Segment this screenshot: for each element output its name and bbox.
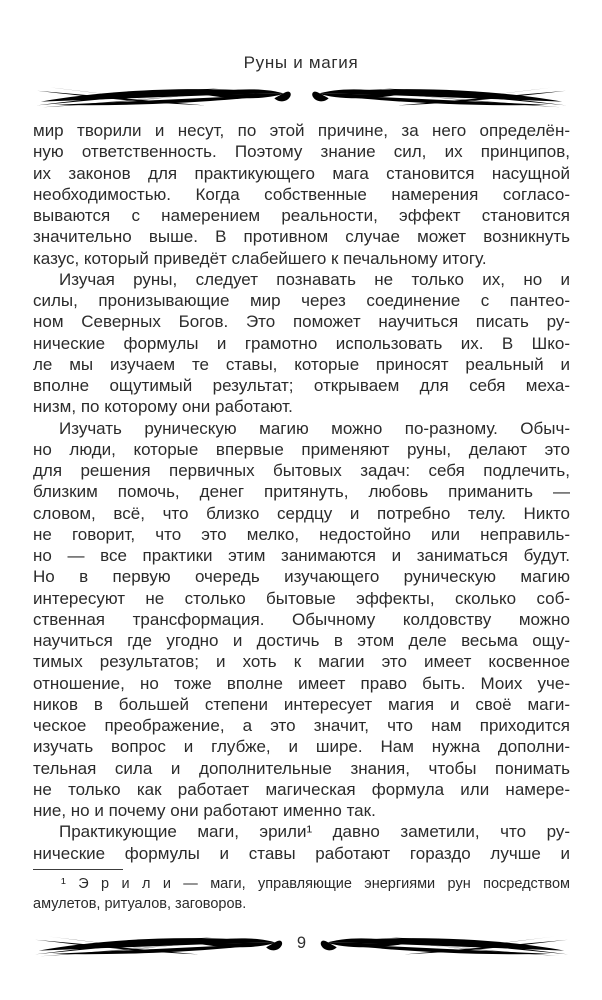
text-line: Изучать руническую магию можно по-разному. Обыч-	[59, 418, 570, 438]
text-line: тимых результатов; и хоть к магии это имеет косвенное	[33, 652, 570, 672]
header-flourish-ornament	[33, 80, 570, 110]
text-line: ние, но и почему они работают именно так.	[33, 801, 376, 820]
page-body	[33, 120, 570, 864]
text-line: близким помочь, денег притянуть, любовь приманить —	[33, 482, 570, 502]
text-line: их законов для практикующего мага становится насущной	[33, 163, 570, 183]
text-line: ном Северных Богов. Это поможет научиться писать ру-	[33, 312, 570, 332]
text-line: тельная сила и дополнительные знания, чтобы понимать	[33, 758, 570, 778]
text-line: нические формулы и ставы работают гораздо лучше и	[33, 843, 570, 863]
text-line: казус, который приведёт слабейшего к печальному итогу.	[33, 248, 487, 268]
footnote-line: амулетов, ритуалов, заговоров.	[33, 896, 247, 913]
text-line: необходимостью. Когда собственные намерения согласо-	[33, 184, 570, 204]
footnote-rule	[33, 869, 123, 870]
text-line: вполне ощутимый результат; открываем для себя меха-	[33, 376, 570, 395]
paragraph	[33, 120, 570, 269]
text-line: вываются с намерением реальности, эффект становится	[33, 206, 570, 225]
paragraph	[33, 269, 570, 418]
text-line: интересуют не столько бытовые эффекты, сколько соб-	[33, 588, 570, 608]
text-line: ников в большей степени интересует магия и своё маги-	[33, 694, 570, 714]
text-line: силы, пронизывающие мир через соединение с пантео-	[33, 291, 570, 310]
text-line: отношение, но тоже вполне имеет право быть. Моих уче-	[33, 673, 570, 693]
text-line: нические формулы и грамотно использовать их. В Шко-	[33, 333, 570, 353]
footer-right-flourish-ornament	[318, 929, 570, 959]
text-line: изучать вопрос и глубже, и шире. Нам нужна дополни-	[33, 737, 570, 757]
footnote-text	[33, 874, 570, 915]
paragraph	[33, 418, 570, 822]
text-line: ческое преображение, а это значит, что нам приходится	[33, 716, 570, 735]
text-line: Практикующие маги, эрили¹ давно заметили, что ру-	[59, 822, 570, 842]
text-line: мир творили и несут, по этой причине, за него определён-	[33, 121, 570, 140]
text-line: Но в первую очередь изучающего руническую магию	[33, 567, 570, 587]
text-line: для решения первичных бытовых задач: себя подлечить,	[33, 461, 570, 480]
page-footer	[33, 929, 570, 959]
text-line: ную ответственность. Поэтому знание сил, их принципов,	[33, 142, 570, 162]
text-line: низм, по которому они работают.	[33, 397, 293, 417]
text-line: Изучая руны, следует познавать не только их, но и	[59, 269, 570, 289]
text-line: научиться где угодно и достичь в этом деле весьма ощу-	[33, 631, 570, 650]
paragraph	[33, 821, 570, 864]
text-line: словом, всё, что близко сердцу и потребно телу. Никто	[33, 503, 570, 523]
footnote-line: ¹ Э р и л и — маги, управляющие энергиями рун посредством	[61, 875, 570, 892]
running-head-title: Руны и магия	[243, 53, 359, 72]
text-line: но люди, которые впервые применяют руны, делают это	[33, 439, 570, 459]
text-line: ственная трансформация. Обычному колдовству можно	[33, 609, 570, 629]
text-line: значительно выше. В противном случае может возникнуть	[33, 227, 570, 247]
text-line: но — все практики этим занимаются и заниматься будут.	[33, 546, 570, 565]
text-line: не говорит, что это мелко, недостойно или неправиль-	[33, 524, 570, 544]
footer-left-flourish-ornament	[33, 929, 285, 959]
text-line: не только как работает магическая формула или намере-	[33, 779, 570, 799]
text-line: ле мы изучаем те ставы, которые приносят реальный и	[33, 354, 570, 374]
page-number: 9	[296, 934, 307, 953]
